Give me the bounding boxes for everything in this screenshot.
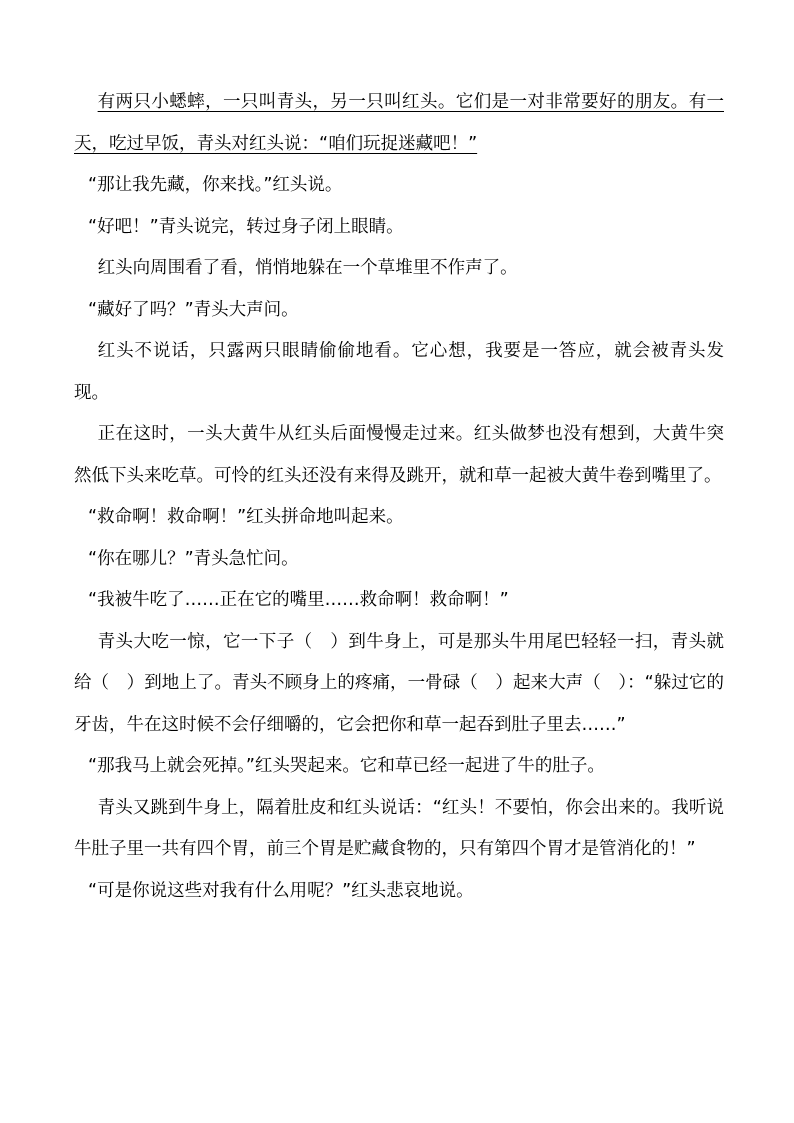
paragraph-dialogue: “那我马上就会死掉。”红头哭起来。它和草已经一起进了牛的肚子。 <box>88 756 605 776</box>
paragraph-dialogue: “藏好了吗？”青头大声问。 <box>88 299 299 320</box>
paragraph-dialogue: “你在哪儿？”青头急忙问。 <box>88 548 299 569</box>
paragraph-intro: 有两只小蟋蟀，一只叫青头，另一只叫红头。它们是一对非常要好的朋友。有一天，吃过早饭，青头对红头说：“咱们玩捉迷藏吧！” <box>74 92 724 154</box>
paragraph-dialogue: “那让我先藏，你来找。”红头说。 <box>88 175 343 195</box>
paragraph-narration: 正在这时，一头大黄牛从红头后面慢慢走过来。红头做梦也没有想到，大黄牛突然低下头来吃草。可怜的红头还没有来得及跳开，就和草一起被大黄牛卷到嘴里了。 <box>74 424 724 486</box>
paragraph-narration: 红头不说话，只露两只眼睛偷偷地看。它心想，我要是一答应，就会被青头发现。 <box>74 341 724 403</box>
paragraph-dialogue: “救命啊！救命啊！”红头拼命地叫起来。 <box>88 507 404 527</box>
paragraph-fill-in-blanks: 青头大吃一惊，它一下子（ ）到牛身上，可是那头牛用尾巴轻轻一扫，青头就给（ ）到地上了。青头不顾身上的疼痛，一骨碌（ ）起来大声（ ）：“躲过它的牙齿，牛在这时候不会仔细嚼的，它会把你和草一起吞到肚子里去……” <box>74 631 724 735</box>
paragraph-dialogue: “我被牛吃了……正在它的嘴里……救命啊！救命啊！” <box>88 590 509 610</box>
story-text <box>74 82 724 912</box>
paragraph-narration: 青头又跳到牛身上，隔着肚皮和红头说话：“红头！不要怕，你会出来的。我听说牛肚子里一共有四个胃，前三个胃是贮藏食物的，只有第四个胃才是管消化的！” <box>74 797 724 859</box>
paragraph-narration: 红头向周围看了看，悄悄地躲在一个草堆里不作声了。 <box>97 258 518 278</box>
paragraph-dialogue: “好吧！”青头说完，转过身子闭上眼睛。 <box>88 216 404 237</box>
paragraph-dialogue: “可是你说这些对我有什么用呢？”红头悲哀地说。 <box>88 880 474 901</box>
